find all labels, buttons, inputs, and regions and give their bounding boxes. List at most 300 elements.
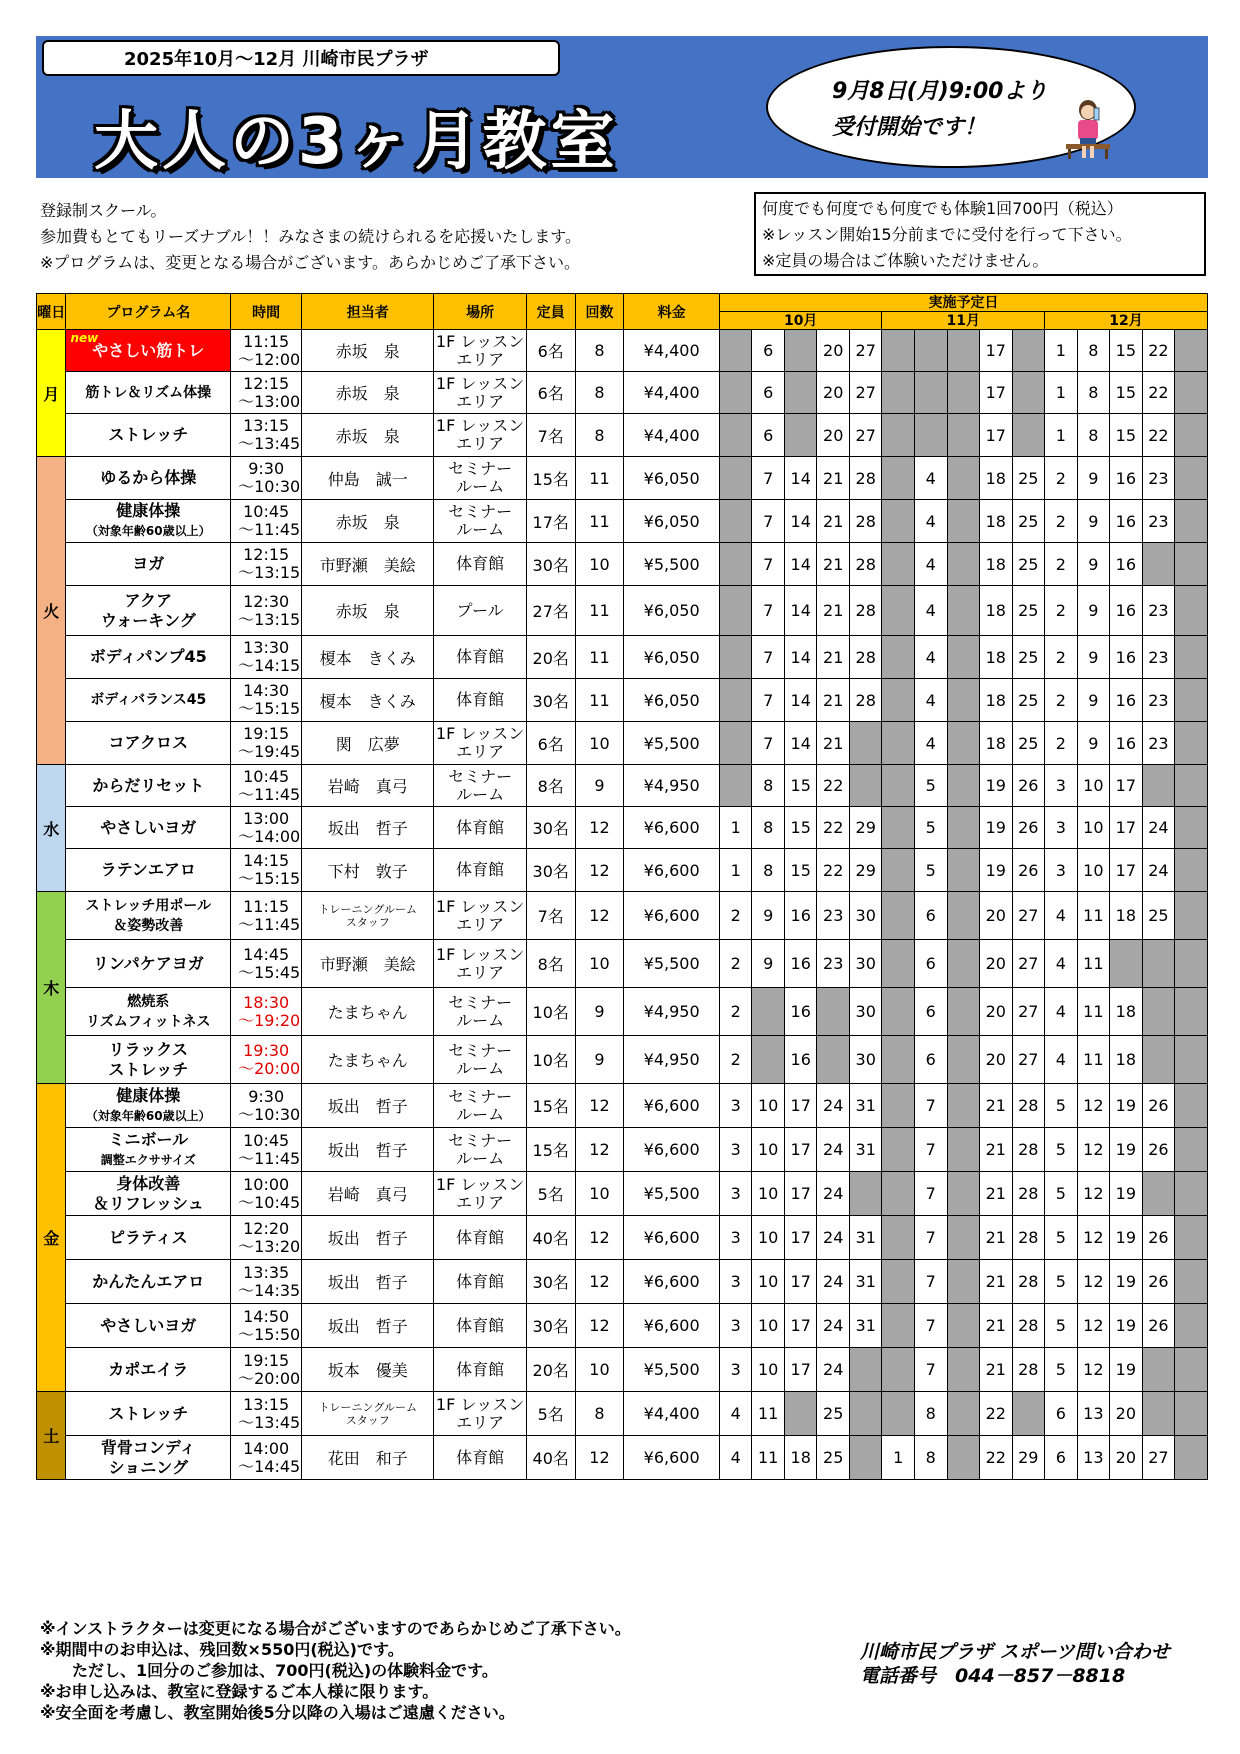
date-cell: [882, 586, 915, 636]
table-row: [37, 1304, 1208, 1348]
date-cell: 7: [915, 1128, 948, 1172]
time-cell: [231, 1304, 302, 1348]
count-cell: 12: [575, 1260, 624, 1304]
instructor-name: たまちゃん: [327, 1051, 408, 1070]
date-cell: [1175, 892, 1208, 940]
date-cell: 4: [1045, 892, 1078, 940]
trial-line: ※レッスン開始15分前までに受付を行って下さい。: [762, 225, 1132, 244]
place-line1: セミナー: [448, 1086, 513, 1106]
date-cell: [882, 1304, 915, 1348]
header-capacity: 定員: [526, 294, 575, 330]
date-cell: 27: [1012, 988, 1045, 1036]
date-cell: 25: [1012, 500, 1045, 543]
place-line1: 体育館: [456, 1359, 505, 1379]
start-time: 19:15: [243, 724, 290, 743]
place-line1: セミナー: [448, 1040, 513, 1060]
count-cell: 12: [575, 1216, 624, 1260]
instructor-name: たまちゃん: [327, 1003, 408, 1022]
date-cell: [947, 500, 980, 543]
capacity-cell: 20名: [526, 636, 575, 679]
instructor-name: トレーニングルーム: [318, 1400, 418, 1414]
date-cell: 1: [1045, 330, 1078, 372]
date-cell: [1175, 543, 1208, 586]
place-line1: セミナー: [448, 502, 513, 521]
date-cell: 21: [817, 586, 850, 636]
date-cell: 23: [1142, 679, 1175, 722]
start-time: 12:15: [243, 545, 290, 564]
date-cell: 7: [915, 1216, 948, 1260]
time-cell: [231, 372, 302, 414]
date-cell: 3: [719, 1260, 752, 1304]
program-name-text: やさしい筋トレ: [92, 340, 205, 360]
program-name-text: やさしいヨガ: [100, 1315, 197, 1335]
fee-cell: ¥6,600: [624, 1216, 720, 1260]
date-cell: 12: [1077, 1260, 1110, 1304]
drinking-woman-illustration: [1058, 98, 1118, 160]
start-time: 14:00: [243, 1438, 290, 1458]
capacity-cell: 20名: [526, 1348, 575, 1392]
date-cell: 12: [1077, 1304, 1110, 1348]
place-cell: [434, 1036, 526, 1084]
instructor-cell: [302, 330, 434, 372]
date-cell: 19: [980, 849, 1013, 892]
table-row: [37, 636, 1208, 679]
table-row: [37, 1084, 1208, 1128]
date-cell: 19: [980, 765, 1013, 807]
date-cell: 3: [719, 1084, 752, 1128]
table-row: [37, 1348, 1208, 1392]
instructor-cell: [302, 1436, 434, 1480]
date-cell: 24: [817, 1084, 850, 1128]
date-cell: 27: [1012, 892, 1045, 940]
date-cell: [1175, 1084, 1208, 1128]
capacity-cell: 30名: [526, 543, 575, 586]
program-name-text: コアクロス: [108, 733, 189, 752]
time-cell: [231, 679, 302, 722]
program-subtitle: 調整エクササイズ: [100, 1152, 196, 1167]
date-cell: 6: [915, 1036, 948, 1084]
program-name-text: 健康体操: [116, 501, 181, 520]
date-cell: 2: [1045, 500, 1078, 543]
date-cell: 19: [1110, 1348, 1143, 1392]
date-cell: 18: [784, 1436, 817, 1480]
program-name-text: ヨガ: [132, 554, 165, 573]
date-cell: 27: [849, 330, 882, 372]
date-cell: 25: [817, 1436, 850, 1480]
date-cell: 5: [915, 765, 948, 807]
date-cell: 5: [1045, 1084, 1078, 1128]
date-cell: [1110, 940, 1143, 988]
date-cell: 5: [915, 849, 948, 892]
end-time: ～13:15: [238, 609, 301, 629]
date-cell: 7: [752, 636, 785, 679]
program-name-text2: リズムフィットネス: [86, 1013, 211, 1030]
date-cell: [882, 849, 915, 892]
date-cell: 2: [1045, 679, 1078, 722]
count-cell: 12: [575, 1436, 624, 1480]
footnote-line: ※インストラクターは変更になる場合がございますのであらかじめご了承下さい。: [40, 1619, 631, 1638]
date-cell: [947, 722, 980, 765]
instructor-cell: [302, 1392, 434, 1436]
instructor-cell: [302, 807, 434, 849]
capacity-cell: 40名: [526, 1436, 575, 1480]
date-cell: 20: [817, 330, 850, 372]
place-line1: セミナー: [448, 992, 513, 1012]
date-cell: [719, 679, 752, 722]
date-cell: 21: [980, 1128, 1013, 1172]
capacity-cell: 8名: [526, 940, 575, 988]
date-cell: 7: [915, 1348, 948, 1392]
date-cell: [947, 414, 980, 457]
time-cell: [231, 807, 302, 849]
date-cell: 22: [817, 849, 850, 892]
date-cell: 24: [817, 1348, 850, 1392]
place-line1: 体育館: [456, 1447, 505, 1467]
instructor-cell: [302, 372, 434, 414]
date-cell: 10: [752, 1216, 785, 1260]
fee-cell: ¥6,600: [624, 849, 720, 892]
end-time: ～11:45: [238, 520, 301, 539]
date-cell: [947, 765, 980, 807]
date-cell: [1012, 414, 1045, 457]
date-cell: 7: [915, 1084, 948, 1128]
date-cell: [1142, 988, 1175, 1036]
instructor-name: トレーニングルーム: [318, 902, 418, 916]
count-cell: 9: [575, 1036, 624, 1084]
capacity-cell: 30名: [526, 849, 575, 892]
date-cell: 9: [752, 940, 785, 988]
subtitle-box: 2025年10月～12月 川崎市民プラザ: [42, 40, 560, 76]
fee-cell: ¥4,400: [624, 1392, 720, 1436]
date-cell: 14: [784, 543, 817, 586]
date-cell: 16: [1110, 586, 1143, 636]
capacity-cell: 30名: [526, 1304, 575, 1348]
date-cell: 7: [752, 722, 785, 765]
program-name-text: 健康体操: [116, 1085, 181, 1105]
date-cell: [1012, 330, 1045, 372]
date-cell: 10: [752, 1260, 785, 1304]
start-time: 13:00: [243, 808, 290, 828]
place-cell: [434, 1260, 526, 1304]
count-cell: 12: [575, 849, 624, 892]
date-cell: 22: [1142, 330, 1175, 372]
place-cell: [434, 414, 526, 457]
place-line1: 1F レッスン: [435, 331, 525, 351]
place-line1: プール: [456, 600, 504, 620]
program-name-text: 背骨コンディ: [100, 1437, 196, 1457]
date-cell: 23: [1142, 636, 1175, 679]
date-cell: 28: [849, 586, 882, 636]
capacity-cell: 7名: [526, 892, 575, 940]
header-schedule: 実施予定日: [719, 294, 1207, 312]
start-time: 13:15: [243, 416, 290, 435]
time-cell: [231, 1348, 302, 1392]
program-name-text2: ＆姿勢改善: [113, 917, 184, 934]
header-place: 場所: [434, 294, 526, 330]
place-cell: [434, 1436, 526, 1480]
end-time: ～19:20: [238, 1010, 301, 1030]
place-line2: エリア: [456, 434, 505, 453]
date-cell: 14: [784, 722, 817, 765]
time-cell: [231, 765, 302, 807]
start-time: 13:35: [243, 1262, 290, 1282]
date-cell: 25: [817, 1392, 850, 1436]
date-cell: 20: [980, 1036, 1013, 1084]
place-line2: ルーム: [456, 1104, 505, 1124]
intro-line: 参加費もとてもリーズナブル！！みなさまの続けられるを応援いたします。: [40, 227, 581, 246]
place-cell: [434, 679, 526, 722]
date-cell: 15: [784, 765, 817, 807]
count-cell: 8: [575, 1392, 624, 1436]
fee-cell: ¥4,950: [624, 765, 720, 807]
date-cell: [915, 372, 948, 414]
start-time: 13:15: [243, 1394, 290, 1414]
program-name: [66, 1348, 231, 1392]
date-cell: 31: [849, 1260, 882, 1304]
program-name: [66, 1392, 231, 1436]
date-cell: [882, 1084, 915, 1128]
program-name: [66, 457, 231, 500]
end-time: ～13:45: [238, 1412, 301, 1432]
place-cell: [434, 372, 526, 414]
date-cell: 12: [1077, 1128, 1110, 1172]
count-cell: 12: [575, 1304, 624, 1348]
date-cell: [849, 1348, 882, 1392]
date-cell: 16: [784, 940, 817, 988]
date-cell: 3: [719, 1348, 752, 1392]
date-cell: 14: [784, 457, 817, 500]
time-cell: [231, 1084, 302, 1128]
place-line2: エリア: [456, 391, 505, 411]
date-cell: [947, 988, 980, 1036]
date-cell: [947, 1216, 980, 1260]
date-cell: 26: [1142, 1084, 1175, 1128]
date-cell: 4: [1045, 1036, 1078, 1084]
count-cell: 9: [575, 988, 624, 1036]
date-cell: 27: [1012, 1036, 1045, 1084]
program-name: [66, 722, 231, 765]
weekday-cell: 土: [37, 1392, 66, 1480]
date-cell: 9: [1077, 543, 1110, 586]
instructor-name: 赤坂 泉: [335, 512, 400, 532]
date-cell: [1175, 1172, 1208, 1216]
header-month-dec: 12月: [1045, 312, 1208, 330]
date-cell: 26: [1012, 765, 1045, 807]
date-cell: 22: [1142, 414, 1175, 457]
place-line1: 体育館: [456, 1271, 505, 1291]
date-cell: 17: [784, 1128, 817, 1172]
date-cell: 11: [1077, 940, 1110, 988]
place-cell: [434, 330, 526, 372]
table-row: [37, 722, 1208, 765]
date-cell: [849, 1436, 882, 1480]
date-cell: 17: [784, 1084, 817, 1128]
date-cell: [1175, 372, 1208, 414]
date-cell: 16: [1110, 457, 1143, 500]
date-cell: [882, 940, 915, 988]
date-cell: 7: [752, 500, 785, 543]
date-cell: 8: [915, 1436, 948, 1480]
header-month-nov: 11月: [882, 312, 1045, 330]
start-time: 10:45: [243, 1130, 290, 1150]
instructor-name2: スタッフ: [345, 915, 390, 929]
weekday-cell: 火: [37, 457, 66, 765]
place-line1: 体育館: [456, 554, 505, 573]
date-cell: [882, 1128, 915, 1172]
count-cell: 12: [575, 1084, 624, 1128]
date-cell: [849, 765, 882, 807]
place-line2: エリア: [456, 962, 505, 982]
date-cell: 11: [1077, 988, 1110, 1036]
table-row: [37, 679, 1208, 722]
date-cell: 18: [1110, 1036, 1143, 1084]
date-cell: 22: [980, 1392, 1013, 1436]
date-cell: [1142, 1036, 1175, 1084]
date-cell: 10: [752, 1304, 785, 1348]
instructor-name: 関 広夢: [335, 734, 400, 754]
date-cell: [882, 500, 915, 543]
instructor-cell: [302, 765, 434, 807]
date-cell: 17: [980, 372, 1013, 414]
date-cell: 2: [1045, 457, 1078, 500]
end-time: ～15:50: [238, 1324, 301, 1344]
footnote-line: ※安全面を考慮し、教室開始後5分以降の入場はご遠慮ください。: [40, 1703, 515, 1722]
date-cell: [1012, 1392, 1045, 1436]
date-cell: 17: [1110, 807, 1143, 849]
capacity-cell: 5名: [526, 1172, 575, 1216]
place-cell: [434, 1216, 526, 1260]
count-cell: 11: [575, 457, 624, 500]
date-cell: 8: [915, 1392, 948, 1436]
program-name: [66, 940, 231, 988]
place-cell: [434, 586, 526, 636]
program-name: [66, 586, 231, 636]
date-cell: 5: [1045, 1260, 1078, 1304]
date-cell: 10: [752, 1128, 785, 1172]
instructor-cell: [302, 586, 434, 636]
start-time: 14:15: [243, 851, 290, 870]
date-cell: [947, 372, 980, 414]
count-cell: 10: [575, 1172, 624, 1216]
date-cell: [1175, 1260, 1208, 1304]
date-cell: 6: [915, 892, 948, 940]
program-name: [66, 849, 231, 892]
date-cell: 24: [817, 1216, 850, 1260]
date-cell: 4: [915, 457, 948, 500]
program-name-text: リラックス: [108, 1039, 189, 1059]
instructor-name: 市野瀬 美絵: [319, 555, 416, 575]
program-name-text: ピラティス: [108, 1227, 188, 1247]
date-cell: [1175, 849, 1208, 892]
date-cell: 22: [817, 807, 850, 849]
start-time: 14:50: [243, 1306, 290, 1326]
date-cell: [1175, 1348, 1208, 1392]
program-name: [66, 988, 231, 1036]
date-cell: 28: [1012, 1216, 1045, 1260]
date-cell: [882, 330, 915, 372]
date-cell: [947, 1304, 980, 1348]
date-cell: 29: [849, 807, 882, 849]
date-cell: 21: [817, 457, 850, 500]
date-cell: 24: [817, 1172, 850, 1216]
time-cell: [231, 1436, 302, 1480]
capacity-cell: 17名: [526, 500, 575, 543]
place-cell: [434, 1084, 526, 1128]
date-cell: [784, 372, 817, 414]
intro-text: [40, 198, 581, 276]
table-row: [37, 330, 1208, 372]
time-cell: [231, 414, 302, 457]
table-row: [37, 892, 1208, 940]
capacity-cell: 6名: [526, 372, 575, 414]
date-cell: 21: [817, 500, 850, 543]
date-cell: [882, 765, 915, 807]
place-line1: 1F レッスン: [435, 896, 525, 916]
date-cell: [1175, 679, 1208, 722]
date-cell: 23: [817, 892, 850, 940]
place-cell: [434, 1304, 526, 1348]
date-cell: 7: [752, 457, 785, 500]
instructor-name: 坂出 哲子: [327, 1317, 408, 1336]
date-cell: 11: [752, 1392, 785, 1436]
date-cell: 25: [1012, 679, 1045, 722]
date-cell: 14: [784, 586, 817, 636]
program-name-text2: ＆リフレッシュ: [92, 1193, 204, 1213]
fee-cell: ¥4,950: [624, 1036, 720, 1084]
date-cell: 3: [719, 1216, 752, 1260]
date-cell: 7: [752, 679, 785, 722]
date-cell: 16: [1110, 543, 1143, 586]
instructor-cell: [302, 1084, 434, 1128]
end-time: ～10:45: [238, 1192, 301, 1212]
count-cell: 11: [575, 586, 624, 636]
date-cell: 21: [980, 1084, 1013, 1128]
count-cell: 10: [575, 1348, 624, 1392]
date-cell: 28: [849, 457, 882, 500]
date-cell: 2: [1045, 636, 1078, 679]
date-cell: 18: [1110, 892, 1143, 940]
date-cell: [849, 722, 882, 765]
date-cell: 3: [1045, 765, 1078, 807]
date-cell: 18: [980, 679, 1013, 722]
date-cell: 8: [752, 849, 785, 892]
date-cell: [882, 1172, 915, 1216]
date-cell: 6: [915, 940, 948, 988]
instructor-cell: [302, 1036, 434, 1084]
fee-cell: ¥5,500: [624, 722, 720, 765]
date-cell: [947, 1128, 980, 1172]
weekday-cell: 金: [37, 1084, 66, 1392]
instructor-cell: [302, 636, 434, 679]
place-line2: ルーム: [456, 1058, 505, 1078]
date-cell: 21: [980, 1348, 1013, 1392]
date-cell: [882, 988, 915, 1036]
date-cell: 13: [1077, 1436, 1110, 1480]
capacity-cell: 5名: [526, 1392, 575, 1436]
date-cell: 23: [1142, 500, 1175, 543]
date-cell: 15: [784, 807, 817, 849]
date-cell: 21: [980, 1216, 1013, 1260]
start-time: 14:30: [243, 681, 290, 700]
capacity-cell: 30名: [526, 1260, 575, 1304]
fee-cell: ¥6,600: [624, 892, 720, 940]
date-cell: 20: [817, 414, 850, 457]
instructor-name: 榎本 きくみ: [319, 648, 416, 668]
date-cell: 1: [1045, 372, 1078, 414]
date-cell: 19: [980, 807, 1013, 849]
place-line1: セミナー: [448, 766, 513, 786]
date-cell: 5: [1045, 1128, 1078, 1172]
